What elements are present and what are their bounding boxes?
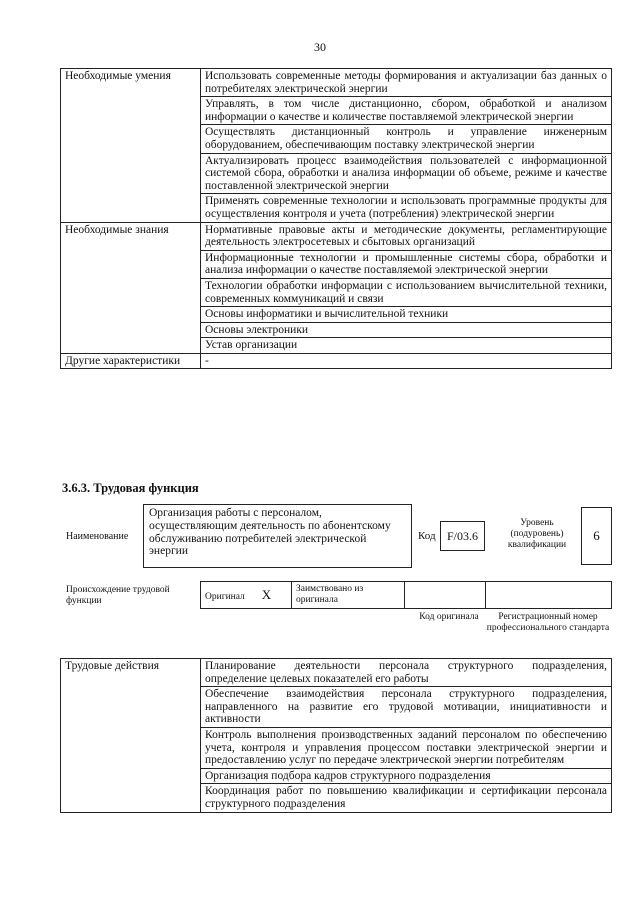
labor-actions-table — [60, 658, 612, 813]
table-row — [61, 69, 612, 97]
section-title: 3.6.3. Трудовая функция — [62, 481, 199, 495]
code-value: F/03.6 — [440, 521, 485, 551]
original-label: Оригинал — [205, 592, 245, 602]
row-label-other: Другие характеристики — [61, 353, 201, 369]
list-item: Управлять, в том числе дистанционно, сбором, обработкой и анализом информации о качестве и количестве поставляемой электрической энергии — [201, 97, 612, 125]
code-label: Код — [418, 530, 436, 542]
table-row — [61, 659, 612, 687]
function-name-value: Организация работы с персоналом, осуществляющим деятельность по абонентскому обслуживанию потребителей электрической энергии — [143, 504, 412, 568]
origin-table — [200, 581, 612, 609]
origin-label: Происхождение трудовой функции — [66, 585, 170, 606]
level-value: 6 — [581, 507, 612, 565]
row-label-skills: Необходимые умения — [61, 69, 201, 223]
level-label: Уровень (подуровень) квалификации — [507, 518, 567, 550]
borrowed-label: Заимствовано из оригинала — [292, 582, 405, 609]
skills-knowledge-table — [60, 68, 612, 369]
list-item: - — [201, 353, 612, 369]
page-number: 30 — [314, 40, 326, 54]
table-row — [61, 353, 612, 369]
list-item: Координация работ по повышению квалификации и сертификации персонала структурного подразделения — [201, 784, 612, 812]
table-row — [61, 222, 612, 250]
list-item: Устав организации — [201, 338, 612, 354]
list-item: Осуществлять дистанционный контроль и управление инженерным оборудованием, обеспечивающим поставку электрической энергии — [201, 125, 612, 153]
reg-number-caption: Регистрационный номер профессионального стандарта — [486, 612, 610, 633]
row-label-knowledge: Необходимые знания — [61, 222, 201, 353]
original-cell — [201, 582, 292, 609]
list-item: Обеспечение взаимодействия персонала структурного подразделения, направленного на развитие его трудовой мотивации, инициативности и активности — [201, 687, 612, 728]
list-item: Актуализировать процесс взаимодействия пользователей с информационной системой сбора, обработки и анализа информации об объеме, режиме и качестве поставленной электрической энергии — [201, 153, 612, 194]
name-label: Наименование — [66, 531, 129, 542]
list-item: Основы электроники — [201, 322, 612, 338]
row-label-actions: Трудовые действия — [61, 659, 201, 813]
list-item: Технологии обработки информации с использованием вычислительной техники, современных коммуникаций и связи — [201, 278, 612, 306]
list-item: Применять современные технологии и использовать программные продукты для осуществления контроля и учета (потребления) электрической энергии — [201, 194, 612, 222]
list-item: Нормативные правовые акты и методические документы, регламентирующие деятельность электросетевых и сбытовых организаций — [201, 222, 612, 250]
list-item: Планирование деятельности персонала структурного подразделения, определение целевых показателей его работы — [201, 659, 612, 687]
list-item: Использовать современные методы формирования и актуализации баз данных о потребителях электрической энергии — [201, 69, 612, 97]
list-item: Организация подбора кадров структурного подразделения — [201, 768, 612, 784]
code-original-caption: Код оригинала — [419, 612, 479, 622]
code-original-cell — [405, 582, 486, 609]
original-mark: X — [261, 587, 272, 602]
list-item: Контроль выполнения производственных заданий персоналом по обеспечению учета, контроля и управления процессом поставки электрической энергии и предоставлению услуг по передаче электрической энергии потребителям — [201, 727, 612, 768]
list-item: Основы информатики и вычислительной техники — [201, 307, 612, 323]
list-item: Информационные технологии и промышленные системы сбора, обработки и анализа информации о качестве поставляемой электрической энергии — [201, 250, 612, 278]
reg-number-cell — [486, 582, 612, 609]
